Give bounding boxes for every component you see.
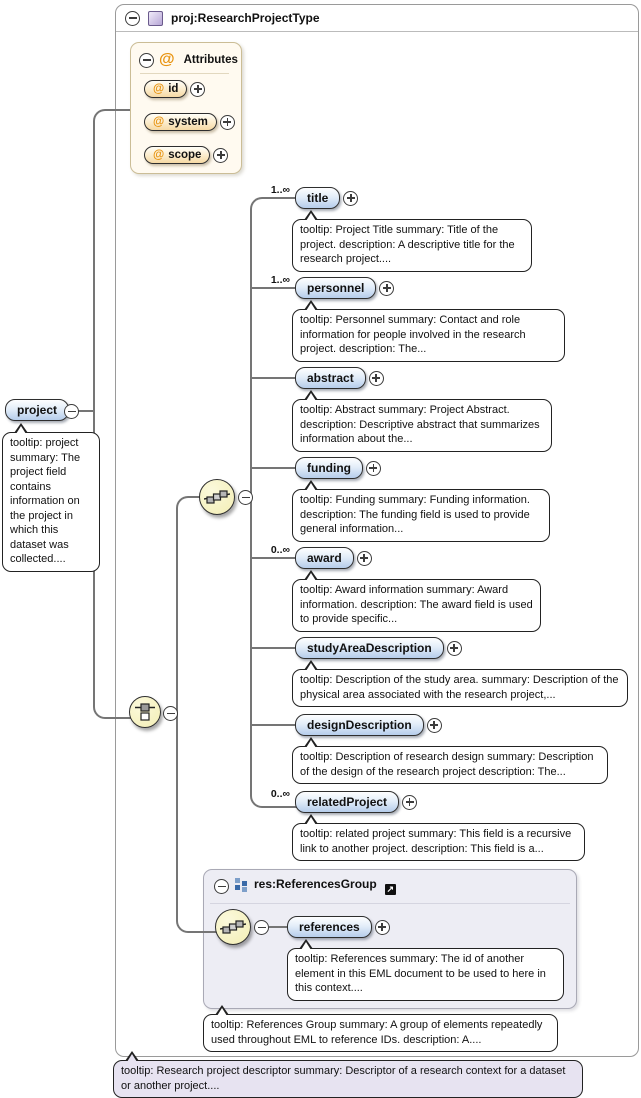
connector-spine bbox=[93, 109, 134, 719]
attribute-row bbox=[144, 113, 235, 131]
element-pill-project[interactable]: project bbox=[5, 399, 69, 421]
attribute-row bbox=[144, 80, 205, 98]
attribute-row bbox=[144, 146, 228, 164]
collapse-icon[interactable] bbox=[254, 920, 269, 935]
collapse-icon[interactable] bbox=[125, 11, 140, 26]
sequence-connector-icon[interactable] bbox=[215, 909, 251, 945]
expand-icon[interactable] bbox=[357, 551, 372, 566]
goto-definition-icon[interactable]: ↗ bbox=[386, 884, 394, 894]
tooltip-title: tooltip: Project Title summary: Title of the project. description: A descriptive title for the research project.... bbox=[292, 219, 532, 272]
expand-icon[interactable] bbox=[402, 795, 417, 810]
complex-type-icon bbox=[148, 11, 163, 26]
collapse-icon[interactable] bbox=[139, 53, 154, 68]
expand-icon[interactable] bbox=[343, 191, 358, 206]
choice-connector-icon[interactable] bbox=[129, 696, 161, 728]
tooltip-relatedproject: tooltip: related project summary: This field is a recursive link to another project. description: This field is a... bbox=[292, 823, 585, 861]
element-pill-references[interactable]: references bbox=[287, 916, 372, 938]
expand-icon[interactable] bbox=[366, 461, 381, 476]
sequence-connector-icon[interactable] bbox=[199, 479, 235, 515]
element-pill-award[interactable]: award bbox=[295, 547, 354, 569]
attribute-pill-system[interactable]: @ system bbox=[144, 113, 217, 131]
connector-line bbox=[78, 410, 94, 412]
tooltip-personnel: tooltip: Personnel summary: Contact and role information for people involved in the research project. description: The... bbox=[292, 309, 565, 362]
tooltip-references-group: tooltip: References Group summary: A group of elements repeatedly used throughout EML to reference IDs. description: A.... bbox=[203, 1014, 558, 1052]
element-pill-abstract[interactable]: abstract bbox=[295, 367, 366, 389]
tooltip-funding: tooltip: Funding summary: Funding information. description: The funding field is used to provide general information... bbox=[292, 489, 550, 542]
collapse-icon[interactable] bbox=[64, 404, 79, 419]
element-pill-designdescription[interactable]: designDescription bbox=[295, 714, 424, 736]
connector-line bbox=[250, 557, 295, 559]
complex-type-title: proj:ResearchProjectType bbox=[171, 11, 320, 25]
cardinality-label: 1..∞ bbox=[270, 184, 290, 196]
at-symbol: @ bbox=[159, 51, 175, 68]
tooltip-award: tooltip: Award information summary: Award information. description: The award field is used to provide specific... bbox=[292, 579, 541, 632]
tooltip-references: tooltip: References summary: The id of another element in this EML document to be used to here in this context.... bbox=[287, 948, 564, 1001]
tooltip-abstract: tooltip: Abstract summary: Project Abstract. description: Descriptive abstract that summarizes information about the... bbox=[292, 399, 552, 452]
tooltip-designdescription: tooltip: Description of research design summary: Description of the design of the research project description: The... bbox=[292, 746, 608, 784]
tooltip-studyareadescription: tooltip: Description of the study area. summary: Description of the physical area associated with the research project,... bbox=[292, 669, 628, 707]
expand-icon[interactable] bbox=[369, 371, 384, 386]
connector-spine bbox=[176, 496, 218, 933]
divider bbox=[140, 73, 229, 74]
element-pill-funding[interactable]: funding bbox=[295, 457, 363, 479]
element-pill-title[interactable]: title bbox=[295, 187, 340, 209]
tooltip-project: tooltip: project summary: The project field contains information on the project in which this dataset was collected.... bbox=[2, 432, 100, 572]
references-group-title: res:ReferencesGroup bbox=[254, 877, 377, 891]
complex-type-header bbox=[116, 5, 638, 32]
expand-icon[interactable] bbox=[427, 718, 442, 733]
connector-line bbox=[250, 377, 295, 379]
connector-line bbox=[250, 724, 295, 726]
connector-line bbox=[269, 926, 287, 928]
element-pill-studyareadescription[interactable]: studyAreaDescription bbox=[295, 637, 444, 659]
expand-icon[interactable] bbox=[447, 641, 462, 656]
collapse-icon[interactable] bbox=[163, 706, 178, 721]
expand-icon[interactable] bbox=[190, 82, 205, 97]
element-pill-relatedproject[interactable]: relatedProject bbox=[295, 791, 399, 813]
tooltip-root: tooltip: Research project descriptor summary: Descriptor of a research context for a dataset or another project.... bbox=[113, 1060, 583, 1098]
group-icon bbox=[235, 878, 248, 891]
expand-icon[interactable] bbox=[379, 281, 394, 296]
expand-icon[interactable] bbox=[375, 920, 390, 935]
collapse-icon[interactable] bbox=[238, 490, 253, 505]
cardinality-label: 0..∞ bbox=[270, 788, 290, 800]
expand-icon[interactable] bbox=[213, 148, 228, 163]
attribute-pill-scope[interactable]: @ scope bbox=[144, 146, 210, 164]
cardinality-label: 1..∞ bbox=[270, 274, 290, 286]
cardinality-label: 0..∞ bbox=[270, 544, 290, 556]
connector-line bbox=[250, 647, 295, 649]
attribute-pill-id[interactable]: @ id bbox=[144, 80, 187, 98]
attributes-box bbox=[130, 42, 242, 174]
divider bbox=[210, 903, 570, 904]
attributes-title: Attributes bbox=[183, 54, 238, 66]
connector-line bbox=[250, 467, 295, 469]
expand-icon[interactable] bbox=[220, 115, 235, 130]
references-group-header bbox=[214, 877, 396, 895]
element-pill-personnel[interactable]: personnel bbox=[295, 277, 376, 299]
connector-line bbox=[250, 287, 295, 289]
